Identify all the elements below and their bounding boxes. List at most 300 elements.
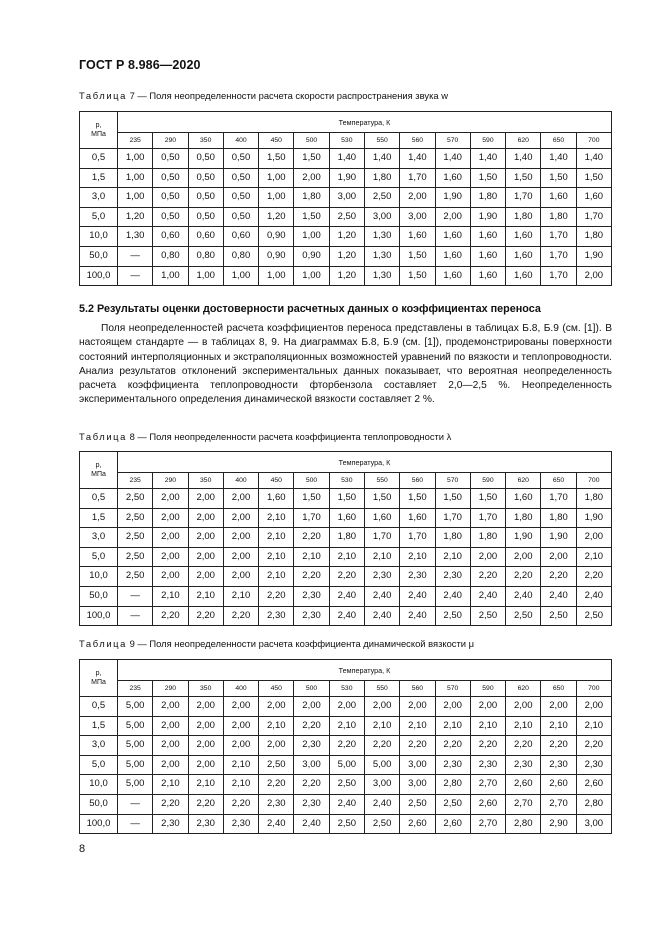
- value-cell: 2,10: [259, 547, 294, 567]
- value-cell: 2,00: [259, 736, 294, 756]
- value-cell: 3,00: [364, 207, 399, 227]
- value-cell: 2,50: [576, 606, 611, 626]
- value-cell: 1,60: [541, 188, 576, 208]
- temperature-column-header: 290: [153, 133, 188, 149]
- value-cell: 1,40: [329, 149, 364, 169]
- value-cell: 2,10: [364, 716, 399, 736]
- value-cell: 2,30: [294, 736, 329, 756]
- temperature-column-header: 560: [400, 681, 435, 697]
- value-cell: 1,60: [576, 188, 611, 208]
- table-row: [80, 755, 612, 775]
- value-cell: 2,70: [506, 794, 541, 814]
- value-cell: 2,40: [329, 794, 364, 814]
- pressure-cell: 100,0: [80, 814, 118, 834]
- value-cell: 2,10: [223, 775, 258, 795]
- value-cell: 2,50: [435, 606, 470, 626]
- temperature-column-header: 350: [188, 681, 223, 697]
- value-cell: —: [118, 266, 153, 286]
- value-cell: 0,50: [153, 207, 188, 227]
- table-row: [80, 547, 612, 567]
- temperature-column-header: 530: [329, 133, 364, 149]
- table-row: [80, 508, 612, 528]
- value-cell: 2,00: [153, 547, 188, 567]
- table7-caption-text: 7 — Поля неопределенности расчета скорости распространения звука w: [129, 90, 448, 101]
- table-9: [79, 659, 612, 834]
- table-row: [80, 528, 612, 548]
- value-cell: 1,50: [541, 168, 576, 188]
- section-title: 5.2 Результаты оценки достоверности расчетных данных о коэффициентах переноса: [79, 303, 541, 315]
- table8-caption: [79, 431, 451, 442]
- value-cell: 2,10: [259, 528, 294, 548]
- value-cell: 1,60: [364, 508, 399, 528]
- value-cell: 2,00: [294, 168, 329, 188]
- value-cell: 1,00: [153, 266, 188, 286]
- table-row: [80, 794, 612, 814]
- temperature-column-header: 530: [329, 473, 364, 489]
- value-cell: 2,00: [188, 489, 223, 509]
- value-cell: 2,10: [400, 547, 435, 567]
- pressure-cell: 1,5: [80, 508, 118, 528]
- value-cell: 2,10: [470, 716, 505, 736]
- value-cell: 2,00: [153, 567, 188, 587]
- value-cell: 2,10: [294, 547, 329, 567]
- value-cell: 2,40: [400, 586, 435, 606]
- temperature-column-header: 450: [259, 133, 294, 149]
- value-cell: 2,40: [329, 606, 364, 626]
- value-cell: 2,20: [435, 736, 470, 756]
- value-cell: 5,00: [329, 755, 364, 775]
- value-cell: 1,20: [329, 266, 364, 286]
- value-cell: 1,00: [294, 266, 329, 286]
- pressure-cell: 0,5: [80, 149, 118, 169]
- value-cell: 2,50: [259, 755, 294, 775]
- value-cell: 1,40: [364, 149, 399, 169]
- value-cell: 2,00: [188, 755, 223, 775]
- value-cell: 1,60: [506, 266, 541, 286]
- document-code: ГОСТ Р 8.986—2020: [79, 58, 201, 72]
- value-cell: 0,50: [188, 188, 223, 208]
- value-cell: 1,20: [259, 207, 294, 227]
- value-cell: 1,00: [118, 188, 153, 208]
- value-cell: 2,10: [576, 716, 611, 736]
- value-cell: 1,90: [435, 188, 470, 208]
- value-cell: —: [118, 246, 153, 266]
- temperature-column-header: 450: [259, 473, 294, 489]
- pressure-cell: 10,0: [80, 227, 118, 247]
- value-cell: 1,50: [364, 489, 399, 509]
- value-cell: 1,70: [541, 246, 576, 266]
- value-cell: 1,50: [294, 489, 329, 509]
- value-cell: 1,60: [470, 227, 505, 247]
- value-cell: 3,00: [400, 775, 435, 795]
- value-cell: 2,00: [576, 697, 611, 717]
- temperature-column-header: 350: [188, 133, 223, 149]
- value-cell: 0,80: [188, 246, 223, 266]
- value-cell: 1,00: [259, 266, 294, 286]
- value-cell: 5,00: [118, 775, 153, 795]
- value-cell: 2,20: [259, 586, 294, 606]
- pressure-header: [80, 452, 118, 489]
- table-row: [80, 716, 612, 736]
- table-row: [80, 697, 612, 717]
- value-cell: 2,60: [435, 814, 470, 834]
- value-cell: 2,00: [294, 697, 329, 717]
- value-cell: 0,50: [153, 168, 188, 188]
- value-cell: 1,60: [506, 227, 541, 247]
- temperature-column-header: 500: [294, 681, 329, 697]
- temperature-column-header: 570: [435, 473, 470, 489]
- temperature-header: Температура, К: [118, 660, 612, 681]
- value-cell: 2,00: [470, 697, 505, 717]
- value-cell: 2,40: [364, 586, 399, 606]
- value-cell: 1,90: [329, 168, 364, 188]
- value-cell: 2,50: [506, 606, 541, 626]
- value-cell: 2,00: [223, 547, 258, 567]
- value-cell: 0,80: [223, 246, 258, 266]
- value-cell: 2,10: [364, 547, 399, 567]
- value-cell: 1,70: [576, 207, 611, 227]
- pressure-cell: 3,0: [80, 188, 118, 208]
- value-cell: 2,00: [223, 489, 258, 509]
- value-cell: 1,60: [435, 168, 470, 188]
- value-cell: 2,00: [259, 697, 294, 717]
- temperature-column-header: 590: [470, 473, 505, 489]
- table-row: [80, 586, 612, 606]
- value-cell: 1,50: [400, 266, 435, 286]
- value-cell: 5,00: [364, 755, 399, 775]
- value-cell: 2,50: [435, 794, 470, 814]
- value-cell: 1,30: [364, 246, 399, 266]
- value-cell: 2,00: [223, 508, 258, 528]
- value-cell: 1,80: [576, 489, 611, 509]
- value-cell: 1,50: [329, 489, 364, 509]
- page-number: 8: [79, 843, 86, 855]
- value-cell: 2,30: [576, 755, 611, 775]
- value-cell: 2,50: [118, 567, 153, 587]
- value-cell: 1,80: [329, 528, 364, 548]
- value-cell: 2,30: [153, 814, 188, 834]
- value-cell: 2,00: [506, 697, 541, 717]
- pressure-cell: 1,5: [80, 716, 118, 736]
- value-cell: 2,10: [435, 716, 470, 736]
- temperature-column-header: 570: [435, 681, 470, 697]
- value-cell: 1,60: [435, 266, 470, 286]
- value-cell: 1,90: [506, 528, 541, 548]
- value-cell: 1,80: [506, 207, 541, 227]
- value-cell: 5,00: [118, 716, 153, 736]
- value-cell: 2,80: [506, 814, 541, 834]
- value-cell: 1,00: [259, 188, 294, 208]
- value-cell: 2,00: [188, 547, 223, 567]
- value-cell: 2,50: [329, 207, 364, 227]
- value-cell: 2,00: [153, 697, 188, 717]
- value-cell: 2,40: [470, 586, 505, 606]
- temperature-column-header: 550: [364, 133, 399, 149]
- table-row: [80, 246, 612, 266]
- pressure-header: [80, 112, 118, 149]
- value-cell: 2,30: [435, 567, 470, 587]
- value-cell: 0,50: [153, 188, 188, 208]
- value-cell: 2,00: [153, 755, 188, 775]
- temperature-column-header: 570: [435, 133, 470, 149]
- temperature-column-header: 500: [294, 133, 329, 149]
- value-cell: 1,80: [506, 508, 541, 528]
- value-cell: 1,60: [470, 246, 505, 266]
- value-cell: 2,20: [294, 775, 329, 795]
- value-cell: 0,50: [223, 149, 258, 169]
- value-cell: 1,50: [294, 207, 329, 227]
- value-cell: 2,70: [470, 775, 505, 795]
- value-cell: 2,00: [223, 736, 258, 756]
- value-cell: 2,00: [400, 188, 435, 208]
- pressure-cell: 100,0: [80, 606, 118, 626]
- temperature-column-header: 590: [470, 681, 505, 697]
- pressure-cell: 3,0: [80, 528, 118, 548]
- pressure-cell: 5,0: [80, 755, 118, 775]
- value-cell: 2,10: [329, 547, 364, 567]
- temperature-column-header: 590: [470, 133, 505, 149]
- table9-caption-text: 9 — Поля неопределенности расчета коэффициента динамической вязкости μ: [129, 638, 475, 649]
- pressure-symbol: p,: [95, 122, 102, 129]
- table8-caption-text: 8 — Поля неопределенности расчета коэффициента теплопроводности λ: [129, 431, 452, 442]
- value-cell: 2,50: [364, 188, 399, 208]
- value-cell: 0,60: [153, 227, 188, 247]
- pressure-unit: МПа: [91, 131, 106, 138]
- value-cell: 2,20: [223, 606, 258, 626]
- temperature-column-header: 290: [153, 473, 188, 489]
- pressure-cell: 10,0: [80, 775, 118, 795]
- value-cell: 2,00: [435, 207, 470, 227]
- value-cell: 2,00: [153, 489, 188, 509]
- value-cell: 2,30: [435, 755, 470, 775]
- value-cell: 2,50: [541, 606, 576, 626]
- temperature-column-header: 560: [400, 473, 435, 489]
- value-cell: 2,40: [506, 586, 541, 606]
- value-cell: 2,00: [576, 528, 611, 548]
- pressure-cell: 10,0: [80, 567, 118, 587]
- value-cell: 1,50: [470, 168, 505, 188]
- table-8: [79, 451, 612, 626]
- temperature-column-header: 620: [506, 473, 541, 489]
- value-cell: 1,40: [400, 149, 435, 169]
- temperature-column-header: 700: [576, 473, 611, 489]
- pressure-cell: 5,0: [80, 547, 118, 567]
- table-row: [80, 149, 612, 169]
- value-cell: 2,00: [541, 697, 576, 717]
- value-cell: 2,90: [541, 814, 576, 834]
- value-cell: 2,20: [329, 736, 364, 756]
- value-cell: 3,00: [329, 188, 364, 208]
- value-cell: 2,20: [153, 606, 188, 626]
- value-cell: 2,30: [541, 755, 576, 775]
- value-cell: 2,80: [435, 775, 470, 795]
- value-cell: 1,70: [506, 188, 541, 208]
- value-cell: 2,10: [188, 775, 223, 795]
- value-cell: 2,50: [118, 489, 153, 509]
- value-cell: 2,10: [223, 586, 258, 606]
- temperature-column-header: 400: [223, 473, 258, 489]
- value-cell: 3,00: [400, 207, 435, 227]
- value-cell: 2,30: [470, 755, 505, 775]
- value-cell: 0,50: [188, 207, 223, 227]
- value-cell: 2,00: [329, 697, 364, 717]
- table-row: [80, 207, 612, 227]
- value-cell: 2,00: [576, 266, 611, 286]
- table-7: [79, 111, 612, 286]
- value-cell: 2,20: [470, 736, 505, 756]
- value-cell: 1,00: [223, 266, 258, 286]
- value-cell: 0,90: [294, 246, 329, 266]
- value-cell: 2,40: [364, 606, 399, 626]
- value-cell: 1,80: [435, 528, 470, 548]
- table-row: [80, 188, 612, 208]
- value-cell: 1,50: [400, 246, 435, 266]
- value-cell: 1,90: [576, 246, 611, 266]
- table9-caption: [79, 638, 474, 649]
- table8-caption-label: Таблица: [79, 431, 127, 442]
- value-cell: 1,40: [576, 149, 611, 169]
- value-cell: 2,40: [364, 794, 399, 814]
- value-cell: 0,90: [259, 227, 294, 247]
- value-cell: 1,30: [118, 227, 153, 247]
- value-cell: 2,20: [294, 567, 329, 587]
- value-cell: 1,60: [400, 508, 435, 528]
- value-cell: 2,20: [470, 567, 505, 587]
- value-cell: 2,70: [541, 794, 576, 814]
- value-cell: 2,00: [153, 736, 188, 756]
- value-cell: 1,70: [541, 227, 576, 247]
- value-cell: 2,30: [506, 755, 541, 775]
- pressure-unit: МПа: [91, 679, 106, 686]
- value-cell: 2,10: [541, 716, 576, 736]
- pressure-cell: 0,5: [80, 697, 118, 717]
- temperature-column-header: 620: [506, 681, 541, 697]
- table-row: [80, 814, 612, 834]
- value-cell: 2,00: [188, 567, 223, 587]
- value-cell: 2,00: [223, 697, 258, 717]
- value-cell: 2,70: [470, 814, 505, 834]
- value-cell: 1,60: [506, 246, 541, 266]
- value-cell: —: [118, 586, 153, 606]
- pressure-cell: 5,0: [80, 207, 118, 227]
- table7-caption: [79, 90, 448, 101]
- value-cell: 1,50: [259, 149, 294, 169]
- value-cell: 1,70: [541, 489, 576, 509]
- value-cell: 2,00: [223, 567, 258, 587]
- value-cell: 2,10: [400, 716, 435, 736]
- value-cell: 2,10: [329, 716, 364, 736]
- value-cell: 2,50: [400, 794, 435, 814]
- value-cell: 2,20: [294, 716, 329, 736]
- value-cell: 1,50: [506, 168, 541, 188]
- value-cell: 3,00: [364, 775, 399, 795]
- value-cell: 2,00: [506, 547, 541, 567]
- value-cell: 2,30: [259, 794, 294, 814]
- pressure-symbol: p,: [95, 462, 102, 469]
- value-cell: 0,50: [153, 149, 188, 169]
- temperature-column-header: 650: [541, 133, 576, 149]
- temperature-column-header: 235: [118, 681, 153, 697]
- value-cell: 1,70: [364, 528, 399, 548]
- temperature-column-header: 450: [259, 681, 294, 697]
- value-cell: 2,50: [118, 547, 153, 567]
- table-row: [80, 775, 612, 795]
- pressure-cell: 0,5: [80, 489, 118, 509]
- value-cell: 1,00: [259, 168, 294, 188]
- value-cell: 2,10: [259, 508, 294, 528]
- temperature-column-header: 500: [294, 473, 329, 489]
- value-cell: 1,70: [470, 508, 505, 528]
- table-row: [80, 489, 612, 509]
- value-cell: 2,30: [294, 586, 329, 606]
- value-cell: 0,50: [188, 168, 223, 188]
- value-cell: 2,30: [223, 814, 258, 834]
- value-cell: 2,80: [576, 794, 611, 814]
- value-cell: 1,70: [435, 508, 470, 528]
- value-cell: 1,80: [541, 508, 576, 528]
- value-cell: 2,20: [576, 736, 611, 756]
- value-cell: 1,70: [294, 508, 329, 528]
- value-cell: 5,00: [118, 736, 153, 756]
- temperature-column-header: 350: [188, 473, 223, 489]
- value-cell: 0,60: [223, 227, 258, 247]
- pressure-cell: 50,0: [80, 794, 118, 814]
- pressure-cell: 3,0: [80, 736, 118, 756]
- pressure-cell: 1,5: [80, 168, 118, 188]
- value-cell: 2,10: [223, 755, 258, 775]
- value-cell: 2,40: [576, 586, 611, 606]
- value-cell: 3,00: [400, 755, 435, 775]
- value-cell: 0,90: [259, 246, 294, 266]
- value-cell: 2,00: [400, 697, 435, 717]
- value-cell: 2,60: [576, 775, 611, 795]
- value-cell: 2,30: [188, 814, 223, 834]
- value-cell: 2,00: [153, 508, 188, 528]
- value-cell: 2,00: [188, 716, 223, 736]
- value-cell: 2,10: [188, 586, 223, 606]
- value-cell: 2,20: [506, 567, 541, 587]
- value-cell: 1,20: [118, 207, 153, 227]
- value-cell: 1,90: [541, 528, 576, 548]
- value-cell: —: [118, 606, 153, 626]
- value-cell: 2,00: [364, 697, 399, 717]
- value-cell: 1,30: [364, 266, 399, 286]
- value-cell: 1,30: [364, 227, 399, 247]
- value-cell: 1,70: [400, 168, 435, 188]
- temperature-column-header: 650: [541, 473, 576, 489]
- temperature-header: Температура, К: [118, 452, 612, 473]
- value-cell: 1,60: [259, 489, 294, 509]
- value-cell: 2,20: [506, 736, 541, 756]
- value-cell: 1,80: [576, 227, 611, 247]
- value-cell: 2,40: [400, 606, 435, 626]
- value-cell: 1,90: [576, 508, 611, 528]
- table-row: [80, 168, 612, 188]
- value-cell: 2,40: [329, 586, 364, 606]
- value-cell: 1,80: [294, 188, 329, 208]
- value-cell: 1,40: [541, 149, 576, 169]
- value-cell: 2,60: [541, 775, 576, 795]
- value-cell: 1,40: [435, 149, 470, 169]
- value-cell: 2,00: [541, 547, 576, 567]
- pressure-cell: 50,0: [80, 246, 118, 266]
- value-cell: 2,30: [364, 567, 399, 587]
- value-cell: 2,30: [294, 794, 329, 814]
- value-cell: 3,00: [576, 814, 611, 834]
- value-cell: 2,50: [118, 508, 153, 528]
- value-cell: 1,60: [435, 227, 470, 247]
- value-cell: 2,60: [400, 814, 435, 834]
